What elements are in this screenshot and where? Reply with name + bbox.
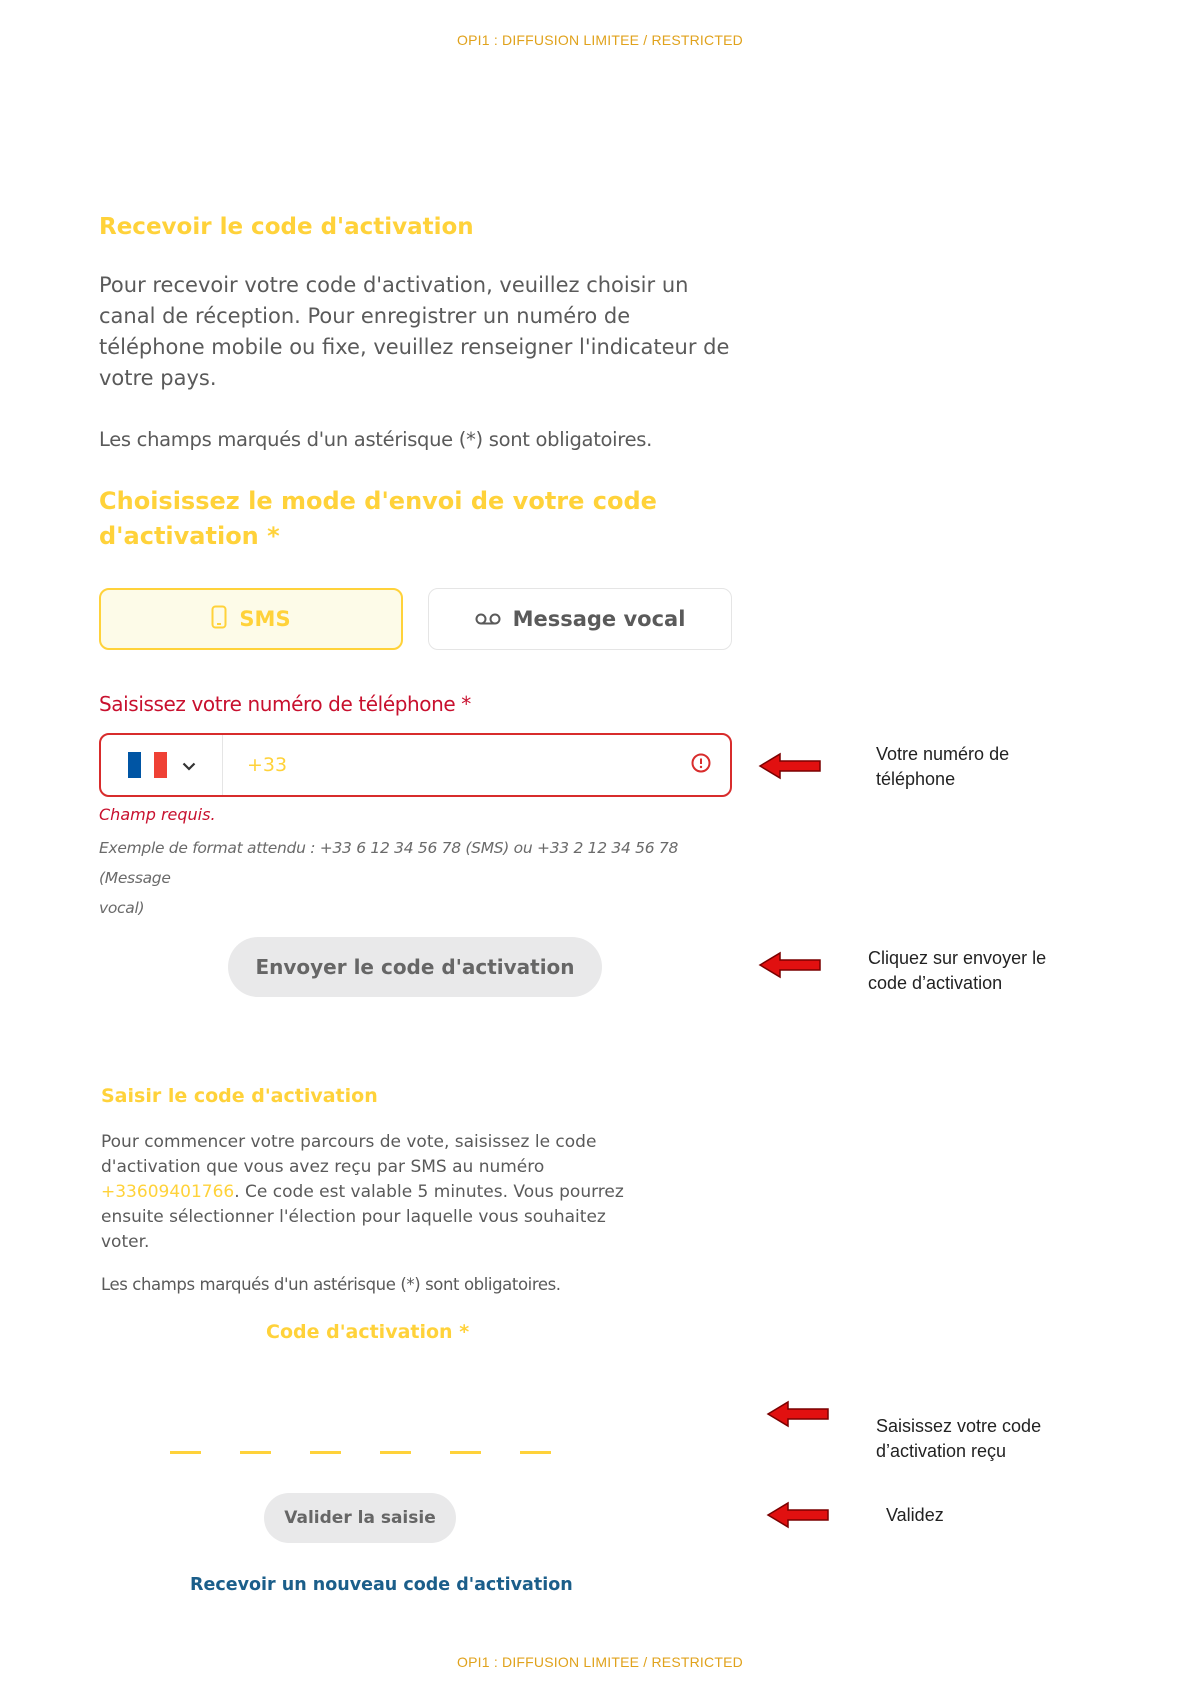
receive-intro-text (99, 270, 739, 394)
enter-text-fragment: . Ce code est valable 5 minutes. Vous pourrez (234, 1182, 624, 1202)
mobile-phone-icon (211, 605, 227, 634)
request-new-code-link[interactable]: Recevoir un nouveau code d'activation (190, 1575, 573, 1595)
intro-line: canal de réception. Pour enregistrer un numéro de (99, 304, 631, 328)
annotation-line: téléphone (876, 769, 956, 789)
country-code-select[interactable] (101, 735, 223, 795)
activation-code-label: Code d'activation * (266, 1321, 470, 1343)
receive-code-title: Recevoir le code d'activation (99, 214, 474, 240)
send-mode-title-line: d'activation * (99, 522, 280, 550)
enter-text-line: d'activation que vous avez reçu par SMS au numéro (101, 1157, 545, 1177)
phone-field (99, 733, 732, 797)
send-annotation (868, 946, 1046, 996)
validate-entry-button[interactable]: Valider la saisie (264, 1493, 456, 1543)
chevron-down-icon (182, 756, 196, 775)
send-mode-title (99, 484, 659, 554)
france-flag-icon (128, 752, 168, 778)
left-arrow-icon (758, 752, 822, 780)
activation-code-digit[interactable] (380, 1424, 411, 1454)
voice-message-mode-label: Message vocal (512, 607, 686, 631)
phone-number-input[interactable] (223, 735, 690, 795)
left-arrow-icon (766, 1400, 830, 1428)
activation-code-digit[interactable] (310, 1424, 341, 1454)
left-arrow-icon (758, 951, 822, 979)
sms-mode-button[interactable] (99, 588, 403, 650)
annotation-line: Saisissez votre code (876, 1416, 1042, 1436)
sms-mode-label: SMS (239, 607, 291, 631)
activation-code-digit[interactable] (240, 1424, 271, 1454)
alert-circle-icon (690, 752, 712, 778)
enter-code-intro-text (101, 1130, 641, 1255)
required-fields-note: Les champs marqués d'un astérisque (*) sont obligatoires. (99, 428, 653, 451)
enter-text-line: ensuite sélectionner l'élection pour laquelle vous souhaitez (101, 1207, 606, 1227)
phone-field-label: Saisissez votre numéro de téléphone * (99, 692, 471, 716)
left-arrow-icon (766, 1501, 830, 1529)
required-fields-note: Les champs marqués d'un astérisque (*) sont obligatoires. (101, 1275, 561, 1294)
activation-code-digit[interactable] (170, 1424, 201, 1454)
phone-format-example-line: Exemple de format attendu : +33 6 12 34 56 78 (SMS) ou +33 2 12 34 56 78 (Message (99, 839, 679, 887)
phone-number-highlight: +33609401766 (101, 1182, 235, 1202)
intro-line: téléphone mobile ou fixe, veuillez renseigner l'indicateur de (99, 335, 730, 359)
enter-code-title: Saisir le code d'activation (101, 1085, 378, 1107)
annotation-line: Votre numéro de (876, 744, 1010, 764)
enter-text-line: voter. (101, 1232, 150, 1252)
enter-text-line (101, 1180, 641, 1205)
intro-line: votre pays. (99, 366, 217, 390)
enter-text-line: Pour commencer votre parcours de vote, saisissez le code (101, 1132, 597, 1152)
phone-error-message: Champ requis. (99, 805, 216, 824)
classification-footer: OPI1 : DIFFUSION LIMITEE / RESTRICTED (457, 1654, 743, 1670)
activation-code-digit[interactable] (520, 1424, 551, 1454)
annotation-line: d’activation reçu (876, 1441, 1007, 1461)
send-activation-code-button[interactable]: Envoyer le code d'activation (228, 937, 602, 997)
activation-code-digit[interactable] (450, 1424, 481, 1454)
phone-format-example-line: vocal) (99, 899, 145, 917)
annotation-line: Cliquez sur envoyer le (868, 948, 1047, 968)
phone-format-example (99, 833, 739, 923)
validate-annotation: Validez (886, 1505, 944, 1525)
voicemail-icon (475, 607, 501, 631)
annotation-line: code d’activation (868, 973, 1003, 993)
intro-line: Pour recevoir votre code d'activation, veuillez choisir un (99, 273, 689, 297)
activation-code-input-group (170, 1424, 551, 1454)
send-mode-title-line: Choisissez le mode d'envoi de votre code (99, 487, 657, 515)
phone-annotation (876, 742, 1009, 792)
voice-message-mode-button[interactable] (428, 588, 732, 650)
code-annotation (876, 1414, 1041, 1464)
classification-header: OPI1 : DIFFUSION LIMITEE / RESTRICTED (457, 32, 743, 48)
